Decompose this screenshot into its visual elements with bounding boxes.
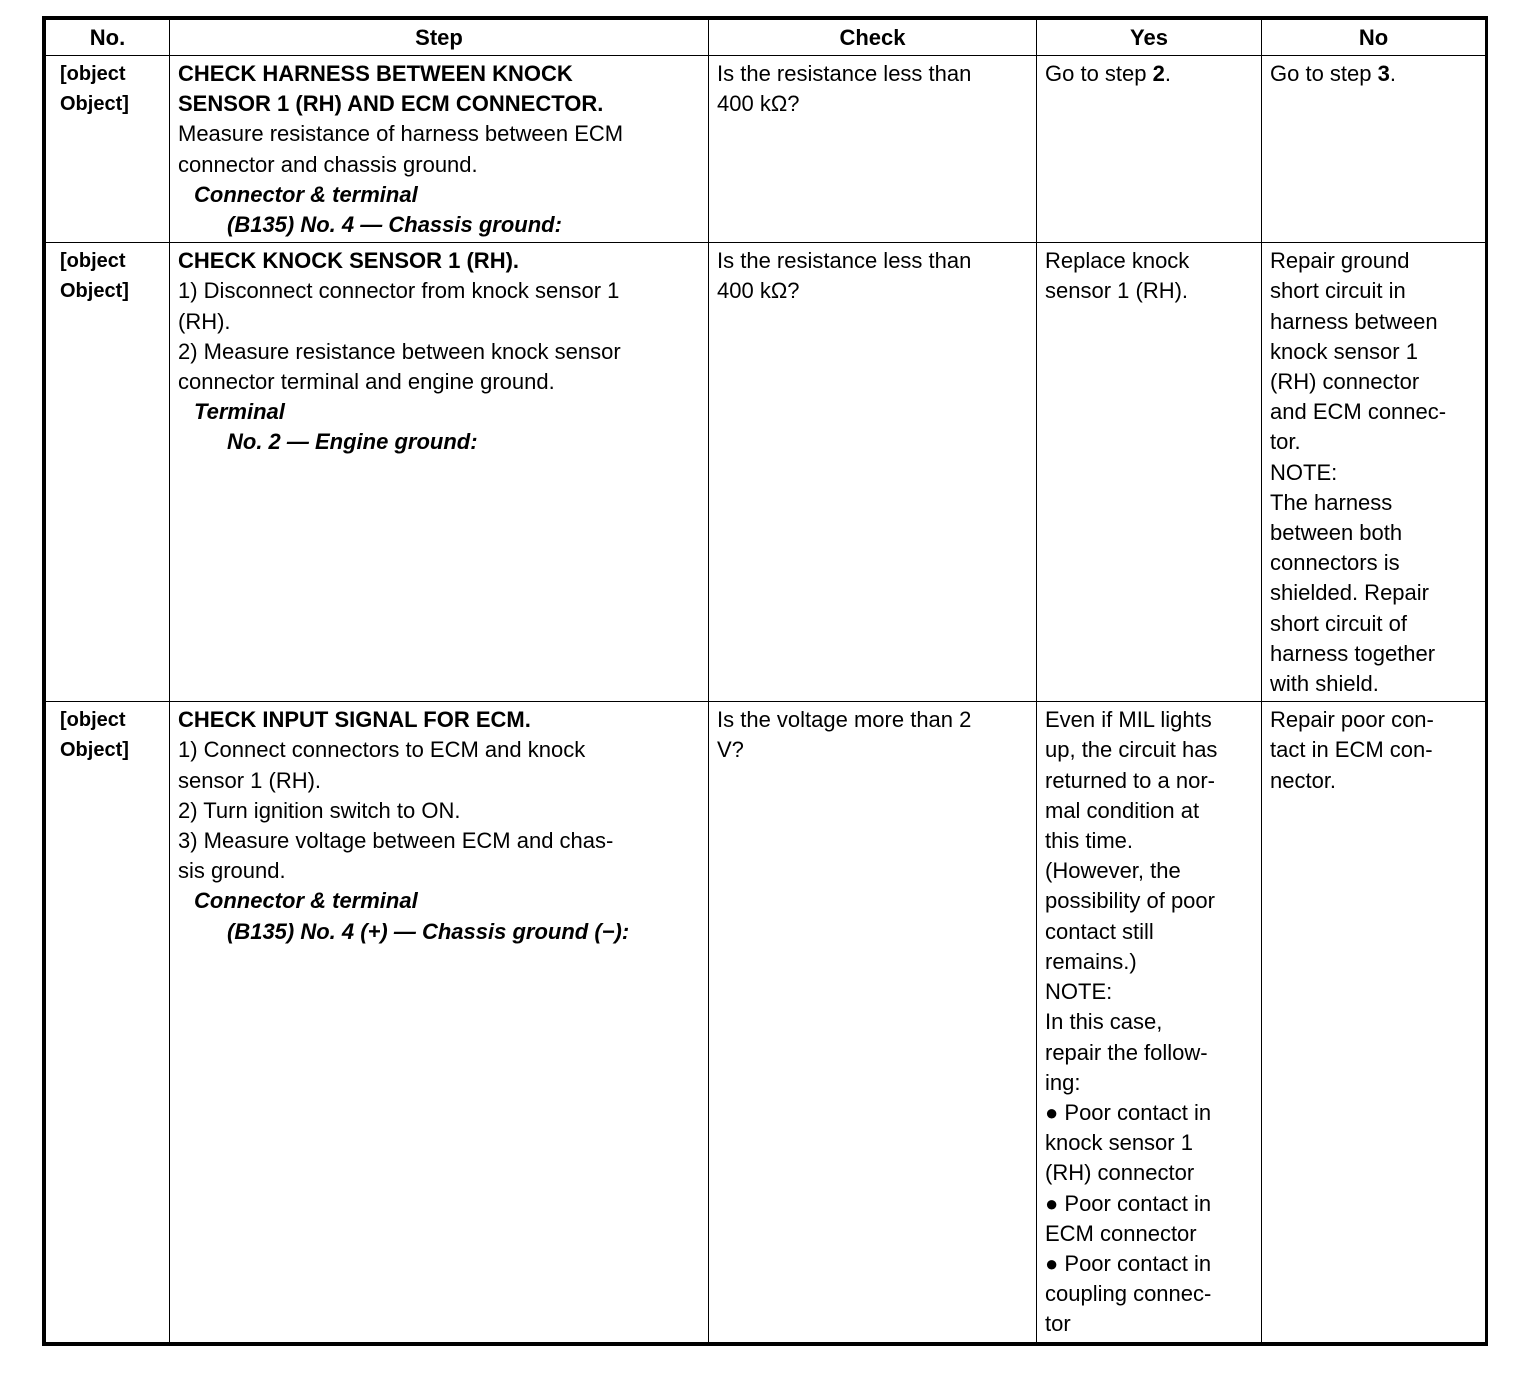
- step-text: 3) Measure voltage between ECM and chas-: [178, 828, 614, 854]
- note-text: between both: [1270, 520, 1403, 546]
- header-yes: Yes: [1037, 20, 1262, 56]
- no-cell: [1262, 243, 1486, 702]
- yes-text: Replace knock: [1045, 248, 1190, 274]
- step-spec: (B135) No. 4 — Chassis ground:: [227, 212, 562, 238]
- bullet-item-cont: (RH) connector: [1045, 1160, 1195, 1186]
- check-cell: [709, 56, 1037, 243]
- step-cell: [170, 243, 709, 702]
- note-text: harness together: [1270, 640, 1436, 666]
- step-spec: (B135) No. 4 (+) — Chassis ground (−):: [227, 918, 630, 944]
- yes-text: sensor 1 (RH).: [1045, 278, 1189, 304]
- step-text: 2) Measure resistance between knock sensor: [178, 338, 621, 364]
- bullet-item-cont: tor: [1045, 1311, 1071, 1337]
- bullet-item-cont: knock sensor 1: [1045, 1130, 1193, 1156]
- yes-cell: [1037, 243, 1262, 702]
- yes-text: returned to a nor-: [1045, 767, 1215, 793]
- note-text: short circuit of: [1270, 610, 1407, 636]
- note-text: In this case,: [1045, 1009, 1163, 1035]
- step-text: 1) Connect connectors to ECM and knock: [178, 737, 586, 763]
- header-check: Check: [709, 20, 1037, 56]
- no-text: Repair ground: [1270, 248, 1410, 274]
- row-number: [object Object]: [46, 56, 170, 243]
- no-text: knock sensor 1: [1270, 338, 1418, 364]
- no-text-end: .: [1389, 61, 1396, 86]
- no-text: (RH) connector: [1270, 369, 1420, 395]
- check-text: Is the resistance less than: [717, 61, 972, 86]
- step-text: (RH).: [178, 308, 231, 334]
- no-cell: [1262, 702, 1486, 1343]
- header-no-result: No: [1262, 20, 1486, 56]
- note-text: shielded. Repair: [1270, 580, 1429, 606]
- yes-text: contact still: [1045, 918, 1154, 944]
- step-text: 1) Disconnect connector from knock sensor 1: [178, 278, 620, 304]
- table-row-1: [46, 56, 1486, 243]
- step-text: connector and chassis ground.: [178, 151, 478, 177]
- no-text: and ECM connec-: [1270, 399, 1447, 425]
- note-text: with shield.: [1270, 671, 1379, 697]
- header-no: No.: [46, 20, 170, 56]
- check-text: 400 kΩ?: [717, 278, 800, 304]
- note-label: NOTE:: [1270, 459, 1338, 485]
- bullet-item-cont: ECM connector: [1045, 1220, 1197, 1246]
- yes-text: remains.): [1045, 948, 1137, 974]
- no-text: nector.: [1270, 767, 1337, 793]
- step-subheading: Connector & terminal: [194, 181, 418, 207]
- step-title-cont: SENSOR 1 (RH) AND ECM CONNECTOR.: [178, 91, 604, 117]
- note-label: NOTE:: [1045, 979, 1113, 1005]
- step-subheading: Terminal: [194, 399, 285, 425]
- yes-text: this time.: [1045, 828, 1134, 854]
- row-number: [object Object]: [46, 243, 170, 702]
- yes-text: possibility of poor: [1045, 888, 1215, 914]
- step-title: CHECK INPUT SIGNAL FOR ECM.: [178, 707, 531, 733]
- check-cell: [709, 702, 1037, 1343]
- header-row: [46, 20, 1486, 56]
- no-text: harness between: [1270, 308, 1438, 334]
- yes-text: up, the circuit has: [1045, 737, 1218, 763]
- yes-cell: [1037, 702, 1262, 1343]
- no-text: short circuit in: [1270, 278, 1406, 304]
- no-text: tor.: [1270, 429, 1301, 455]
- note-text: repair the follow-: [1045, 1039, 1208, 1065]
- step-text: Measure resistance of harness between ECM: [178, 121, 624, 147]
- step-title: CHECK HARNESS BETWEEN KNOCK: [178, 61, 573, 86]
- check-text: Is the voltage more than 2: [717, 707, 972, 733]
- note-text: ing:: [1045, 1069, 1081, 1095]
- diagnostic-table-frame: [42, 16, 1488, 1346]
- bullet-item: ● Poor contact in: [1045, 1190, 1212, 1216]
- yes-step-number: 2: [1152, 61, 1165, 86]
- step-cell: [170, 702, 709, 1343]
- no-cell: [1262, 56, 1486, 243]
- diagnostic-table: [45, 19, 1486, 1343]
- yes-text: Even if MIL lights: [1045, 707, 1212, 733]
- step-text: connector terminal and engine ground.: [178, 369, 555, 395]
- bullet-item: ● Poor contact in: [1045, 1250, 1212, 1276]
- step-subheading: Connector & terminal: [194, 888, 418, 914]
- row-number: [object Object]: [46, 702, 170, 1343]
- step-title: CHECK KNOCK SENSOR 1 (RH).: [178, 248, 520, 274]
- yes-cell: [1037, 56, 1262, 243]
- check-text: Is the resistance less than: [717, 248, 972, 274]
- yes-text: Go to step: [1045, 61, 1153, 86]
- no-text: Go to step: [1270, 61, 1378, 86]
- step-text: 2) Turn ignition switch to ON.: [178, 797, 461, 823]
- step-text: sis ground.: [178, 858, 286, 884]
- step-spec: No. 2 — Engine ground:: [227, 429, 478, 455]
- bullet-item-cont: coupling connec-: [1045, 1281, 1212, 1307]
- check-text: V?: [717, 737, 744, 763]
- table-row-2: [46, 243, 1486, 702]
- yes-text: mal condition at: [1045, 797, 1200, 823]
- table-row-3: [46, 702, 1486, 1343]
- yes-text: (However, the: [1045, 858, 1181, 884]
- bullet-item: ● Poor contact in: [1045, 1099, 1212, 1125]
- step-cell: [170, 56, 709, 243]
- no-text: Repair poor con-: [1270, 707, 1434, 733]
- no-text: tact in ECM con-: [1270, 737, 1433, 763]
- note-text: The harness: [1270, 489, 1393, 515]
- header-step: Step: [170, 20, 709, 56]
- check-text: 400 kΩ?: [717, 91, 800, 117]
- yes-text-end: .: [1164, 61, 1171, 86]
- no-step-number: 3: [1377, 61, 1390, 86]
- step-text: sensor 1 (RH).: [178, 767, 322, 793]
- note-text: connectors is: [1270, 550, 1400, 576]
- check-cell: [709, 243, 1037, 702]
